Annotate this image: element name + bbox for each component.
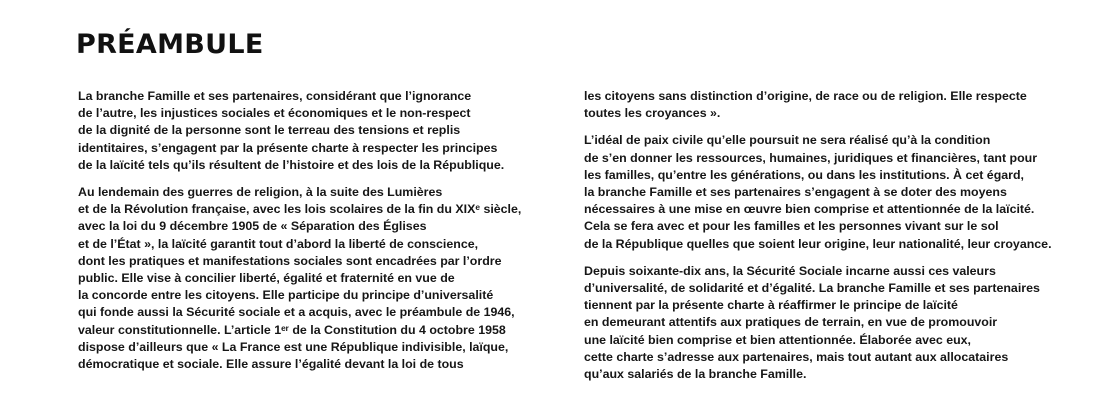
text-line: une laïcité bien comprise et bien attentionnée. Élaborée avec eux, bbox=[584, 332, 971, 347]
text-line: Au lendemain des guerres de religion, à la suite des Lumières bbox=[78, 185, 443, 200]
text-line: Depuis soixante-dix ans, la Sécurité Sociale incarne aussi ces valeurs bbox=[584, 263, 996, 278]
text-line: de la laïcité tels qu’ils résultent de l’histoire et des lois de la République. bbox=[78, 157, 505, 172]
text-line: de la dignité de la personne sont le terreau des tensions et replis bbox=[78, 123, 461, 138]
text-line: qu’aux salariés de la branche Famille. bbox=[584, 367, 807, 382]
text-line: de l’autre, les injustices sociales et économiques et le non-respect bbox=[78, 106, 471, 121]
text-line: nécessaires à une mise en œuvre bien comprise et attentionnée de la laïcité. bbox=[584, 202, 1035, 217]
paragraph-intro bbox=[78, 88, 563, 174]
text-line: public. Elle vise à concilier liberté, égalité et fraternité en vue de bbox=[78, 271, 455, 286]
text-line: d’universalité, de solidarité et d’égalité. La branche Famille et ses partenaires bbox=[584, 281, 1040, 296]
text-line: qui fonde aussi la Sécurité sociale et a acquis, avec le préambule de 1946, bbox=[78, 305, 515, 320]
text-line: avec la loi du 9 décembre 1905 de « Séparation des Églises bbox=[78, 219, 427, 234]
text-line: de la République quelles que soient leur origine, leur nationalité, leur croyance. bbox=[584, 236, 1052, 251]
paragraph-continuation bbox=[584, 88, 1069, 122]
text-line: dispose d’ailleurs que « La France est une République indivisible, laïque, bbox=[78, 339, 509, 354]
text-line: les citoyens sans distinction d’origine, de race ou de religion. Elle respecte bbox=[584, 89, 1027, 103]
text-line: Cela se fera avec et pour les familles et les personnes vivant sur le sol bbox=[584, 219, 999, 234]
text-line: la concorde entre les citoyens. Elle participe du principe d’universalité bbox=[78, 288, 494, 303]
text-line: de s’en donner les ressources, humaines, juridiques et financières, tant pour bbox=[584, 150, 1038, 165]
text-line: tiennent par la présente charte à réaffirmer le principe de laïcité bbox=[584, 298, 958, 313]
text-line: valeur constitutionnelle. L’article 1ᵉʳ de la Constitution du 4 octobre 1958 bbox=[78, 322, 506, 337]
text-line: la branche Famille et ses partenaires s’engagent à se doter des moyens bbox=[584, 185, 1007, 200]
page-title: PRÉAMBULE bbox=[76, 29, 264, 60]
text-line: cette charte s’adresse aux partenaires, mais tout autant aux allocataires bbox=[584, 349, 1009, 364]
text-line: toutes les croyances ». bbox=[584, 106, 721, 121]
text-line: démocratique et sociale. Elle assure l’égalité devant la loi de tous bbox=[78, 357, 464, 372]
text-line: en demeurant attentifs aux pratiques de terrain, en vue de promouvoir bbox=[584, 315, 998, 330]
right-text-column bbox=[584, 88, 1069, 393]
paragraph-history bbox=[78, 184, 563, 373]
text-line: La branche Famille et ses partenaires, considérant que l’ignorance bbox=[78, 89, 472, 103]
paragraph-civil-peace bbox=[584, 132, 1069, 252]
text-line: les familles, qu’entre les générations, ou dans les institutions. À cet égard, bbox=[584, 167, 1024, 182]
text-line: identitaires, s’engagent par la présente charte à respecter les principes bbox=[78, 140, 498, 155]
text-line: L’idéal de paix civile qu’elle poursuit ne sera réalisé qu’à la condition bbox=[584, 133, 991, 148]
left-text-column bbox=[78, 88, 563, 383]
text-line: et de la Révolution française, avec les lois scolaires de la fin du XIXᵉ siècle, bbox=[78, 202, 522, 217]
paragraph-social-security bbox=[584, 263, 1069, 383]
text-line: dont les pratiques et manifestations sociales sont encadrées par l’ordre bbox=[78, 253, 502, 268]
text-line: et de l’État », la laïcité garantit tout d’abord la liberté de conscience, bbox=[78, 236, 479, 251]
